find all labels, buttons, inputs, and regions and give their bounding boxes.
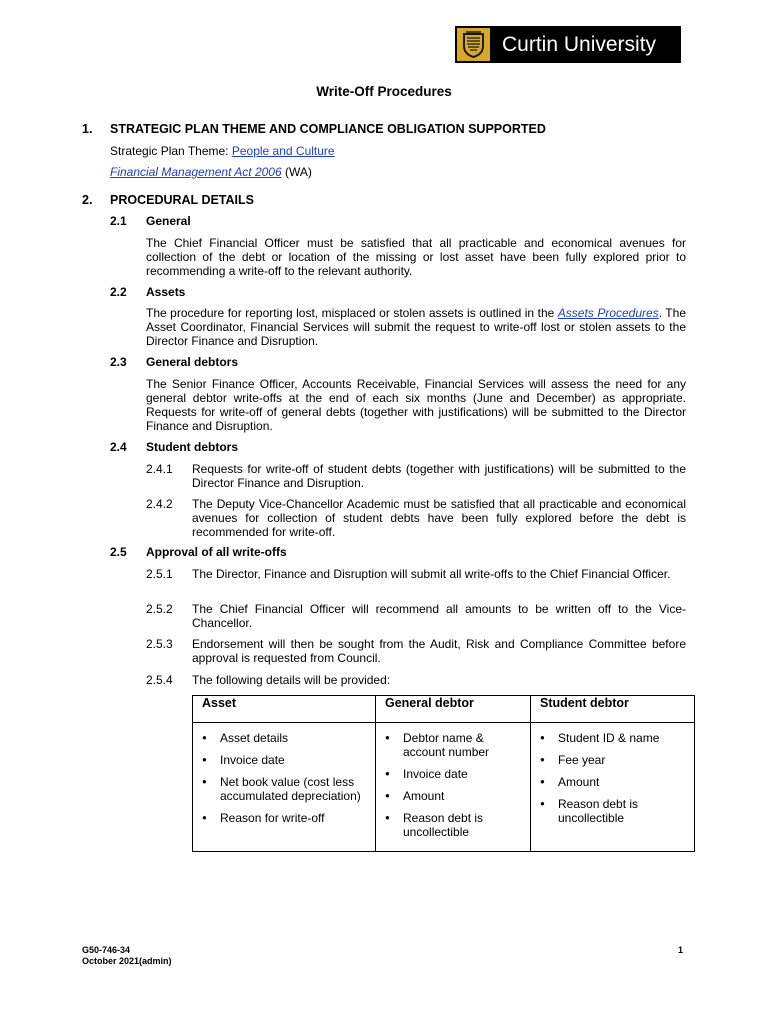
section-1-number: 1.: [82, 122, 93, 136]
assets-procedures-link[interactable]: Assets Procedures: [557, 306, 659, 320]
item-2-5-4-text: The following details will be provided:: [192, 673, 391, 687]
page-title: Write-Off Procedures: [316, 84, 452, 99]
list-item: ● Reason for write-off: [201, 811, 369, 825]
list-item: ● Reason debt is uncollectible: [384, 811, 524, 839]
list-item: ● Amount: [539, 775, 688, 789]
student-debtor-cell: [531, 723, 695, 852]
subsection-2-2-text: [146, 306, 686, 348]
list-item: ● Net book value (cost less accumulated depreciation): [201, 775, 369, 803]
list-item: ● Student ID & name: [539, 731, 688, 745]
people-and-culture-link[interactable]: People and Culture: [231, 144, 335, 158]
table-header-student-debtor: Student debtor: [531, 696, 695, 723]
subsection-2-4-number: 2.4: [110, 440, 127, 454]
list-item: ● Invoice date: [201, 753, 369, 767]
list-item: ● Asset details: [201, 731, 369, 745]
subsection-2-3-heading: General debtors: [146, 355, 239, 369]
item-2-5-1-text: The Director, Finance and Disruption will submit all write-offs to the Chief Financial Officer.: [192, 567, 671, 581]
act-line: [110, 165, 312, 179]
table-header-asset: Asset: [193, 696, 376, 723]
footer-doc-id: G50-746-34: [82, 945, 131, 955]
subsection-2-5-number: 2.5: [110, 545, 127, 559]
subsection-2-1-text: The Chief Financial Officer must be satisfied that all practicable and economical avenues for collection of the debt or location of the missing or lost asset have been fully explored prior to recommending a write-off to the relevant authority.: [146, 236, 686, 278]
footer-page-number: 1: [678, 945, 684, 955]
table-header-general-debtor: General debtor: [376, 696, 531, 723]
subsection-2-1-number: 2.1: [110, 214, 127, 228]
item-2-4-1-number: 2.4.1: [146, 462, 173, 476]
subsection-2-3-text: The Senior Finance Officer, Accounts Receivable, Financial Services will assess the need for any general debtor write-offs at the end of each six months (June and December) as appropriate. Requests for write-off of general debts (together with justifications) will be submitted to the Director Finance and Disruption.: [146, 377, 686, 433]
footer-date: October 2021(admin): [82, 956, 172, 966]
item-2-4-2-text: The Deputy Vice-Chancellor Academic must be satisfied that all practicable and economical avenues for collection of student debts have been fully explored before the debt is recommended for write-off.: [192, 497, 686, 539]
subsection-2-5-heading: Approval of all write-offs: [146, 545, 287, 559]
list-item: ● Invoice date: [384, 767, 524, 781]
list-item: ● Reason debt is uncollectible: [539, 797, 688, 825]
table-header-row: [193, 696, 695, 723]
asset-cell: [193, 723, 376, 852]
logo-text: Curtin University: [502, 33, 657, 56]
list-item: ● Fee year: [539, 753, 688, 767]
subsection-2-2-heading: Assets: [146, 285, 186, 299]
item-2-5-2-text: The Chief Financial Officer will recommend all amounts to be written off to the Vice-Chancellor.: [192, 602, 686, 630]
curtin-logo: [455, 26, 681, 63]
item-2-5-1-number: 2.5.1: [146, 567, 173, 581]
subsection-2-4-heading: Student debtors: [146, 440, 238, 454]
item-2-4-1-text: Requests for write-off of student debts (together with justifications) will be submitted to the Director Finance and Disruption.: [192, 462, 686, 490]
act-suffix: (WA): [281, 165, 312, 179]
section-1-heading: STRATEGIC PLAN THEME AND COMPLIANCE OBLIGATION SUPPORTED: [110, 122, 546, 136]
section-2-number: 2.: [82, 193, 93, 207]
subsection-2-1-heading: General: [146, 214, 191, 228]
subsection-2-3-number: 2.3: [110, 355, 127, 369]
list-item: ● Debtor name & account number: [384, 731, 524, 759]
item-2-5-2-number: 2.5.2: [146, 602, 173, 616]
write-off-details-table: [192, 695, 695, 852]
section-2-heading: PROCEDURAL DETAILS: [110, 193, 254, 207]
item-2-5-3-text: Endorsement will then be sought from the Audit, Risk and Compliance Committee before approval is requested from Council.: [192, 637, 686, 665]
table-row: [193, 723, 695, 852]
crest-icon: [457, 28, 490, 61]
item-2-5-4-number: 2.5.4: [146, 673, 173, 687]
assets-text-b: . The Asset Coordinator, Financial Services will submit the request to write-off lost or stolen assets to the Director Finance and Disruption.: [146, 306, 686, 348]
theme-label: Strategic Plan Theme:: [110, 144, 232, 158]
general-debtor-cell: [376, 723, 531, 852]
item-2-4-2-number: 2.4.2: [146, 497, 173, 511]
list-item: ● Amount: [384, 789, 524, 803]
strategic-theme-line: [110, 144, 335, 158]
assets-text-a: The procedure for reporting lost, misplaced or stolen assets is outlined in the: [146, 306, 558, 320]
financial-management-act-link[interactable]: Financial Management Act 2006: [110, 165, 282, 179]
subsection-2-2-number: 2.2: [110, 285, 127, 299]
item-2-5-3-number: 2.5.3: [146, 637, 173, 651]
